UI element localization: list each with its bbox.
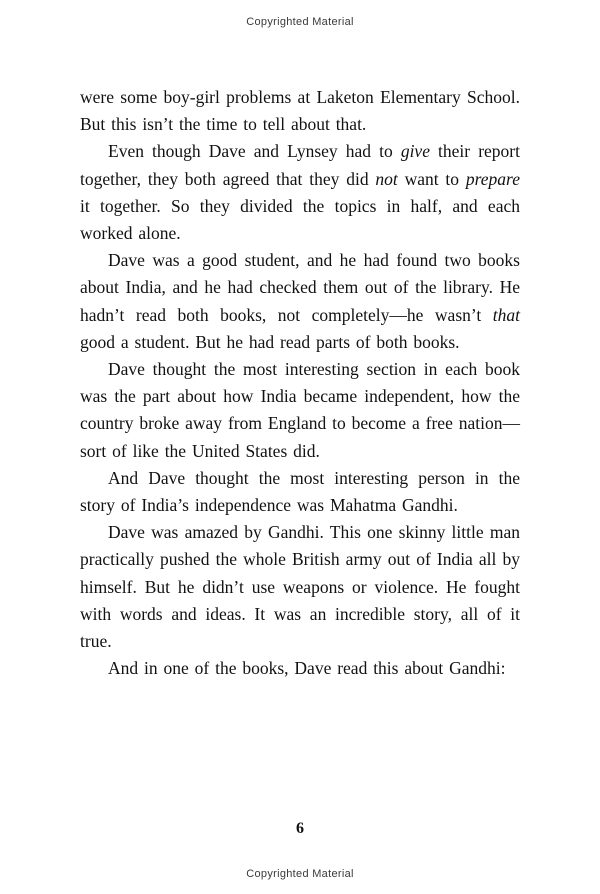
text-run: good a student. But he had read parts of both books. [80, 331, 460, 352]
text-run: Dave thought the most interesting section in each book was the part about how India became independent, how the country broke away from England to become a free nation—sort of like the United States did. [80, 359, 520, 461]
paragraph [80, 356, 520, 465]
italic-text-run: that [492, 304, 520, 325]
italic-text-run: not [375, 168, 398, 189]
italic-text-run: give [400, 141, 430, 162]
italic-text-run: prepare [465, 168, 520, 189]
paragraph [80, 247, 520, 356]
text-run: want to [397, 168, 466, 189]
text-run: Dave was a good student, and he had found two books about India, and he had checked them out of the library. He hadn’t read both books, not completely—he wasn’t [80, 250, 520, 325]
copyright-notice-bottom: Copyrighted Material [246, 868, 354, 880]
paragraph [80, 138, 520, 247]
body-text [80, 84, 520, 682]
text-run: And Dave thought the most interesting person in the story of India’s independence was Mahatma Gandhi. [80, 467, 520, 516]
text-run: Dave was amazed by Gandhi. This one skinny little man practically pushed the whole British army out of India all by himself. But he didn’t use weapons or violence. He fought with words and ideas. It was an incredible story, all of it true. [80, 522, 520, 652]
text-run: Even though Dave and Lynsey had to [108, 141, 401, 162]
paragraph [80, 655, 520, 682]
paragraph [80, 84, 520, 138]
text-run: their report together, they both agreed that they did [80, 141, 520, 189]
paragraph [80, 465, 520, 519]
text-run: were some boy-girl problems at Laketon Elementary School. But this isn’t the time to tell about that. [80, 87, 520, 135]
paragraph [80, 519, 520, 655]
text-run: it together. So they divided the topics in half, and each worked alone. [80, 195, 520, 244]
page-number: 6 [296, 820, 304, 837]
copyright-notice-top: Copyrighted Material [246, 16, 354, 28]
text-run: And in one of the books, Dave read this about Gandhi: [108, 658, 506, 679]
